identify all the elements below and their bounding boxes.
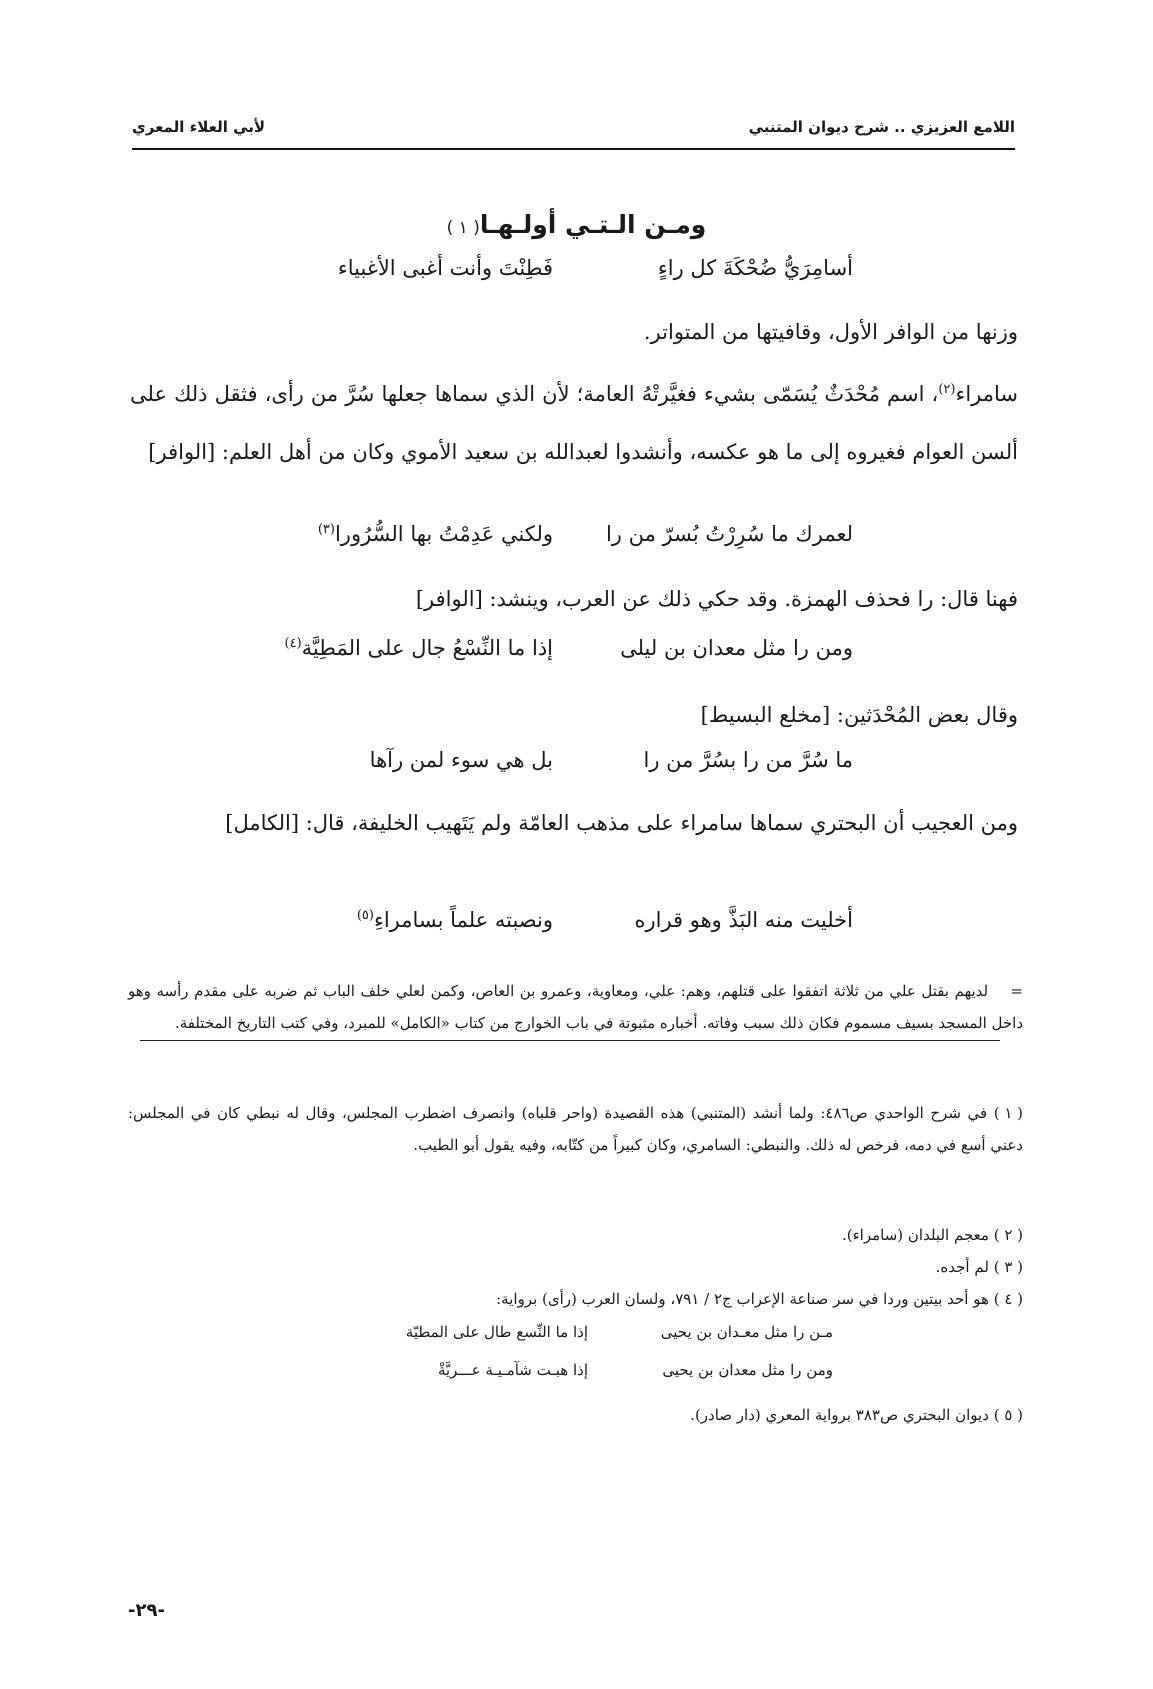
verse-1-first-hemistich: أسامِرَيُّ ضُحْكَةَ كل راءٍ [657,256,853,280]
verse-2-first-hemistich: لعمرك ما سُرِرْتُ بُسرّ من را [605,522,853,546]
paragraph-samarra [130,361,1018,481]
verse-5-second-hemistich [357,908,553,932]
header-book-title: اللامع العزيزي .. شرح ديوان المتنبي [748,118,1015,136]
verse-3-second-text: إذا ما النِّسْعُ جال على المَطِيَّة [301,636,553,660]
verse-4-second-hemistich: بل هي سوء لمن رآها [369,748,553,772]
section-title-text: ومـن الـتـي أولـهـا [479,210,707,239]
footnote-ref-2: (٢) [938,382,956,397]
footnote-2-marker: ( ٢ ) [993,1226,1023,1244]
footnote-2-text: معجم البلدان (سامراء). [842,1226,989,1244]
section-title [0,210,1153,239]
footnote-continuation-text: لديهم بقتل علي من ثلاثة اتفقوا على قتلهم، وهم: علي، ومعاوية، وعمرو بن العاص، وكمن لعلي خلف الباب ثم ضربه على مقدم رأسه وهو داخل المسجد بسيف مسموم فكان ذلك سبب وفاته. أخباره مثبوتة في باب الخوارج من كتاب «الكامل» للمبرد، وفي كتب التاريخ المختلفة. [128,982,1023,1032]
paragraph-meter: وزنها من الوافر الأول، وقافيتها من المتواتر. [643,320,1018,344]
verse-4-first-hemistich: ما سُرَّ من را بسُرَّ من را [643,748,853,772]
footnote-2 [128,1219,1023,1251]
footnote-4-verse-2 [0,1361,1153,1393]
paragraph-hamza: فهنا قال: را فحذف الهمزة. وقد حكي ذلك عن العرب، وينشد: [الوافر] [415,587,1018,611]
verse-2 [0,522,1153,562]
verse-3-first-hemistich: ومن را مثل معدان بن ليلى [620,636,853,660]
header-author: لأبي العلاء المعري [132,118,266,136]
footnote-4-verse-2-first: ومن را مثل معدان بن يحيى [662,1361,833,1379]
verse-5-second-text: ونصبته علماً بسامراءِ [373,908,553,932]
verse-5-first-hemistich: أخليت منه البَذَّ وهو قراره [634,908,853,932]
footnote-3 [128,1251,1023,1283]
verse-4 [0,748,1153,788]
footnote-4-verse-1-first: مـن را مثل معـدان بن يحيى [660,1323,833,1341]
footnote-3-marker: ( ٣ ) [993,1258,1023,1276]
footnote-4-text: هو أحد بيتين وردا في سر صناعة الإعراب ج٢ / ٧٩١، ولسان العرب (رأى) برواية: [496,1290,989,1308]
verse-3 [0,636,1153,676]
paragraph-muhdathin: وقال بعض المُحْدَثين: [مخلع البسيط] [700,703,1018,727]
footnote-continuation-marker: = [1010,982,1023,1000]
verse-1 [0,256,1153,296]
footnote-4-verse-1 [0,1323,1153,1355]
paragraph-samarra-rest: ، اسم مُحْدَثٌ يُسَمّى بشيء فغيَّرتْهُ العامة؛ لأن الذي سماها جعلها سُرَّ من رأى، فثقل ذلك على ألسن العوام فغيروه إلى ما هو عكسه، وأنشدوا لعبدالله بن سعيد الأموي وكان من أهل العلم: [الوافر] [130,382,1018,464]
verse-2-second-text: ولكني عَدِمْتُ بها السُّرُورا [334,522,553,546]
running-header [132,114,1015,150]
footnote-separator [140,1040,1000,1041]
footnote-5 [128,1399,1023,1431]
verse-2-second-hemistich [318,522,553,546]
footnote-continuation [128,975,1023,1039]
footnote-4-marker: ( ٤ ) [993,1290,1023,1308]
footnote-5-marker: ( ٥ ) [993,1406,1023,1424]
page-number: -٢٩- [128,1600,165,1621]
paragraph-buhturi: ومن العجيب أن البحتري سماها سامراء على مذهب العامّة ولم يَتَهيب الخليفة، قال: [الكامل] [225,811,1018,835]
footnote-1-text: في شرح الواحدي ص٤٨٦: ولما أنشد (المتنبي) هذه القصيدة (واحر قلباه) وانصرف اضطرب المجلس، وقال له نبطي كان في المجلس: دعني أسع في دمه، فرخص له ذلك. والنبطي: السامري، وكان كبيراً من كتّابه، وفيه يقول أبو الطيب. [128,1104,1023,1154]
footnote-ref-3: (٣) [317,522,335,537]
footnote-4-verse-1-second: إذا ما النِّسع طال على المطيّة [405,1323,588,1341]
footnote-1 [128,1097,1023,1161]
paragraph-samarra-start: سامراء [955,382,1018,406]
footnote-1-marker: ( ١ ) [993,1104,1023,1122]
footnote-ref-5: (٥) [356,908,374,923]
verse-3-second-hemistich [285,636,553,660]
footnote-ref-4: (٤) [284,636,302,651]
footnote-5-text: ديوان البحتري ص٣٨٣ برواية المعري (دار صادر). [690,1406,989,1424]
footnote-3-text: لم أجده. [935,1258,989,1276]
footnote-4 [128,1283,1023,1315]
verse-1-second-hemistich: فَطِنْتَ وأنت أغبى الأغبياء [337,256,553,280]
verse-5 [0,908,1153,948]
footnote-4-verse-2-second: إذا هبـت شآمـيـة عـــريَّةْ [437,1361,588,1379]
section-title-note: ( ١ ) [446,218,480,238]
